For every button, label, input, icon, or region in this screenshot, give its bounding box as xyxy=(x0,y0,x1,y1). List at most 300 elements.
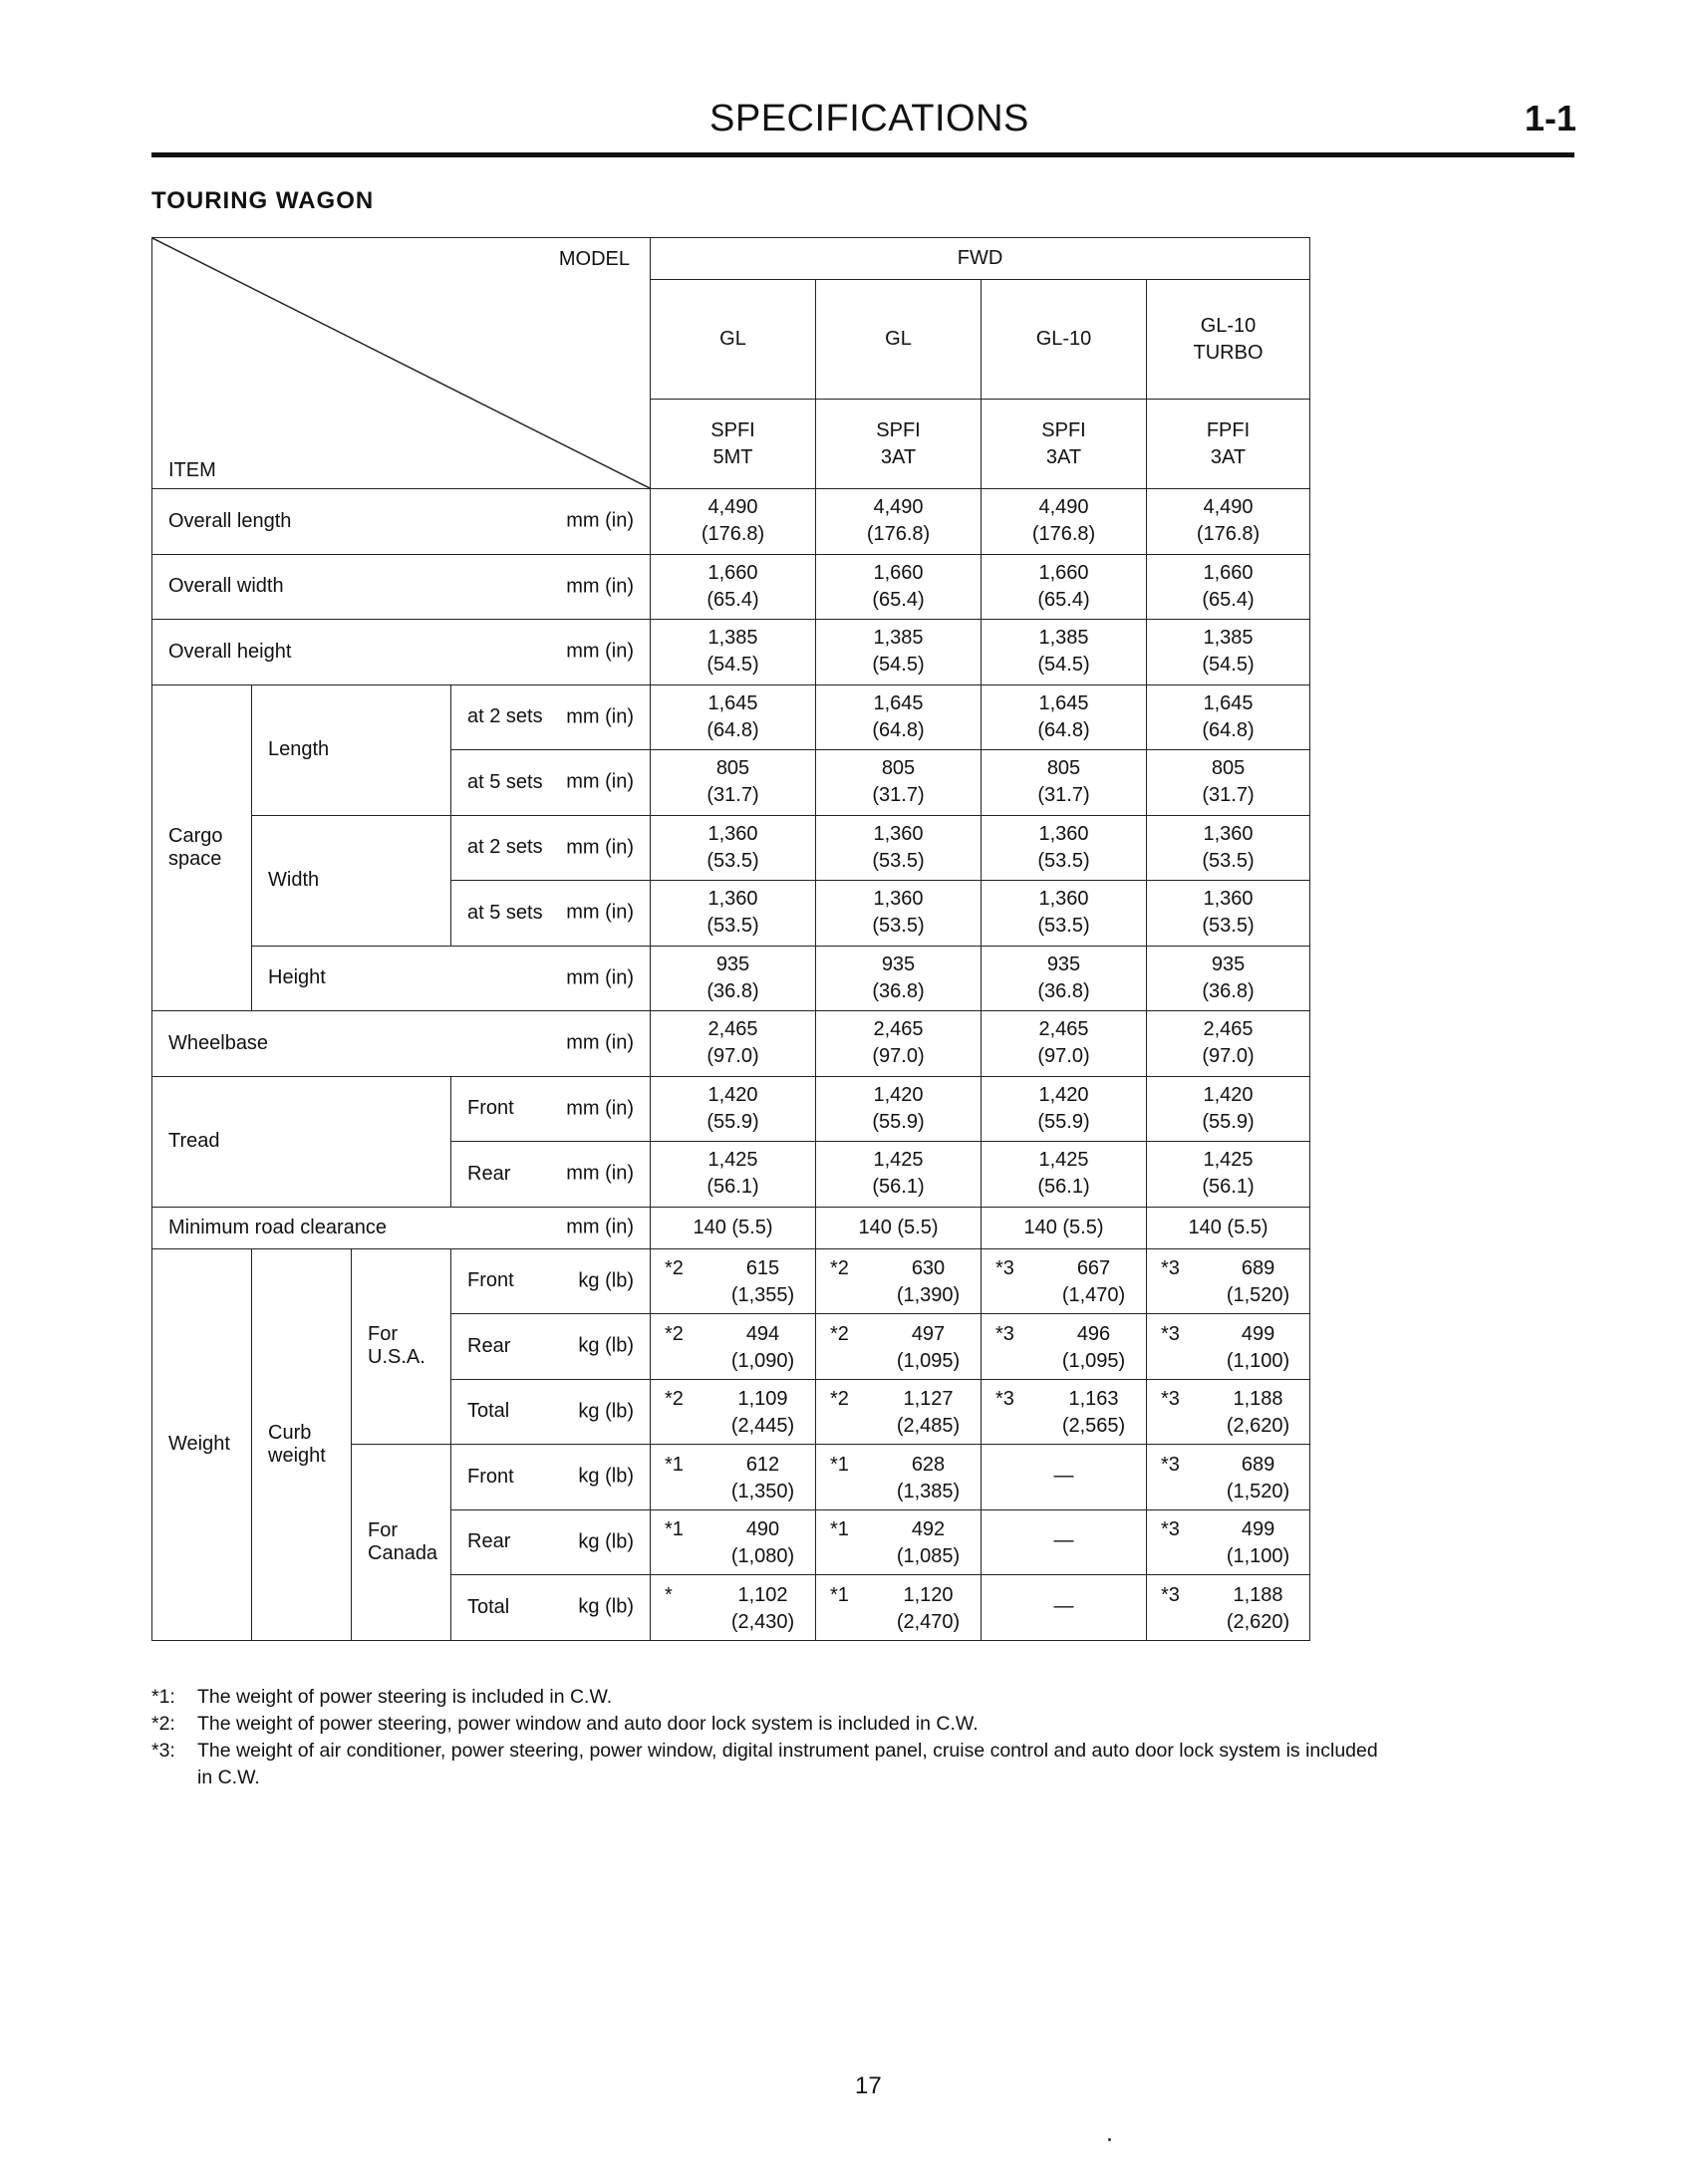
footnote-mark: *1 xyxy=(830,1518,849,1541)
value-cell xyxy=(816,881,982,947)
section-number: 1-1 xyxy=(1525,98,1577,138)
value-imperial: (53.5) xyxy=(1202,849,1255,872)
value-imperial: (55.9) xyxy=(1037,1110,1090,1133)
value-metric: 2,465 xyxy=(873,1018,924,1041)
value-cell xyxy=(982,946,1147,1011)
unit-label: mm (in) xyxy=(566,1162,634,1185)
canada-total-label xyxy=(451,1575,651,1641)
footnote-mark: *3 xyxy=(995,1388,1014,1411)
weight-lb: (1,350) xyxy=(730,1480,795,1502)
weight-lb: (1,385) xyxy=(896,1480,961,1502)
for-usa-label xyxy=(352,1248,451,1445)
for-usa-label-text: For U.S.A. xyxy=(368,1323,425,1369)
footnote-mark: *3 xyxy=(1161,1388,1180,1411)
engine-type: SPFI xyxy=(710,418,755,441)
unit-label: mm (in) xyxy=(566,1216,634,1238)
unit-label: mm (in) xyxy=(566,1031,634,1054)
table-row xyxy=(152,554,1310,620)
value-imperial: (53.5) xyxy=(706,915,759,938)
table-row xyxy=(152,815,1310,881)
diagonal-line xyxy=(152,238,650,488)
value-metric: 935 xyxy=(715,953,750,975)
transmission-type: 3AT xyxy=(1045,445,1082,468)
value-metric: 1,420 xyxy=(1038,1083,1089,1106)
unit-label: mm (in) xyxy=(566,509,634,532)
value-metric: 805 xyxy=(1211,757,1246,780)
cargo-height-label xyxy=(252,946,651,1011)
value-imperial: (56.1) xyxy=(872,1176,925,1199)
cargo-length-label-text: Length xyxy=(268,738,330,760)
unit-label: kg (lb) xyxy=(578,1269,634,1292)
weight-value-cell xyxy=(1147,1509,1310,1575)
value-metric: 1,420 xyxy=(707,1083,758,1106)
usa-rear-label xyxy=(451,1314,651,1380)
footnote-mark: *1 xyxy=(665,1518,684,1541)
value-cell xyxy=(982,881,1147,947)
weight-value-cell xyxy=(982,1248,1147,1314)
weight-lb: (2,485) xyxy=(896,1415,961,1438)
header-rule xyxy=(151,152,1574,157)
value-imperial: (65.4) xyxy=(872,588,925,611)
weight-lb: (2,470) xyxy=(896,1610,961,1633)
value-cell xyxy=(816,1011,982,1077)
value-metric: 1,645 xyxy=(1203,691,1254,714)
value-cell xyxy=(1147,554,1310,620)
value-imperial: (53.5) xyxy=(872,849,925,872)
value-metric: 805 xyxy=(881,757,916,780)
value-imperial: (53.5) xyxy=(1202,915,1255,938)
value-metric: 1,420 xyxy=(873,1083,924,1106)
unit-label: mm (in) xyxy=(566,640,634,663)
weight-kg: 1,188 xyxy=(1233,1388,1283,1411)
weight-lb: (1,095) xyxy=(1061,1349,1126,1372)
weight-value-cell xyxy=(982,1575,1147,1641)
weight-kg: 499 xyxy=(1241,1322,1275,1345)
value-imperial: (55.9) xyxy=(1202,1110,1255,1133)
item-label: ITEM xyxy=(168,459,216,481)
transmission-type: 5MT xyxy=(712,445,753,468)
footnote-mark: *3 xyxy=(1161,1453,1180,1476)
value-metric: 1,660 xyxy=(1038,561,1089,584)
footnote-mark: * xyxy=(665,1583,673,1606)
cargo-width-5sets-label xyxy=(451,881,651,947)
table-row xyxy=(152,684,1310,750)
overall-height-label-text: Overall height xyxy=(168,640,292,663)
weight-lb: (1,520) xyxy=(1226,1480,1290,1502)
weight-lb: (1,100) xyxy=(1226,1349,1290,1372)
weight-kg: 1,102 xyxy=(737,1583,788,1606)
not-applicable: — xyxy=(1053,1594,1074,1617)
weight-value-cell xyxy=(816,1379,982,1445)
value-metric: 1,425 xyxy=(707,1149,758,1172)
value-imperial: (53.5) xyxy=(1037,915,1090,938)
value-cell xyxy=(651,1207,816,1248)
value-cell xyxy=(816,489,982,555)
value-metric: 1,645 xyxy=(707,691,758,714)
value-imperial: (54.5) xyxy=(872,654,925,677)
weight-lb: (2,430) xyxy=(730,1610,795,1633)
value-cell xyxy=(1147,881,1310,947)
weight-value-cell xyxy=(1147,1445,1310,1510)
engine-type: SPFI xyxy=(876,418,921,441)
value-metric: 1,360 xyxy=(707,888,758,911)
not-applicable: — xyxy=(1053,1464,1074,1487)
min-clearance-label xyxy=(152,1207,651,1248)
weight-kg: 628 xyxy=(911,1453,946,1476)
weight-value-cell xyxy=(982,1509,1147,1575)
value-metric: 4,490 xyxy=(1203,496,1254,519)
weight-label xyxy=(152,1248,252,1640)
footnote-3-continued: in C.W. xyxy=(197,1767,260,1788)
model-engine-cell xyxy=(651,400,816,489)
wheelbase-label xyxy=(152,1011,651,1077)
value-cell xyxy=(816,1142,982,1208)
value-imperial: (31.7) xyxy=(706,784,759,807)
value-cell xyxy=(982,620,1147,685)
weight-value-cell xyxy=(651,1248,816,1314)
value-metric: 1,420 xyxy=(1203,1083,1254,1106)
value-cell xyxy=(651,489,816,555)
value-cell xyxy=(1147,1207,1310,1248)
value-imperial: (53.5) xyxy=(706,849,759,872)
overall-height-label xyxy=(152,620,651,685)
footnote-mark: *2 xyxy=(830,1388,849,1411)
value-cell xyxy=(816,554,982,620)
value-imperial: (176.8) xyxy=(866,523,931,546)
tread-label-text: Tread xyxy=(168,1130,220,1152)
value-imperial: (97.0) xyxy=(706,1045,759,1068)
weight-kg: 497 xyxy=(911,1322,946,1345)
page-number: 17 xyxy=(855,2072,882,2099)
min-clearance-label-text: Minimum road clearance xyxy=(168,1216,387,1238)
value-cell xyxy=(816,620,982,685)
model-name: GL-10 xyxy=(1200,314,1257,337)
weight-lb: (1,355) xyxy=(730,1284,795,1307)
value-imperial: (65.4) xyxy=(1202,588,1255,611)
transmission-type: 3AT xyxy=(880,445,917,468)
cargo-width-2sets-label xyxy=(451,815,651,881)
table-row xyxy=(152,1076,1310,1142)
footnote-mark: *2 xyxy=(665,1388,684,1411)
unit-label: mm (in) xyxy=(566,1097,634,1120)
model-item-header xyxy=(152,238,651,489)
weight-kg: 667 xyxy=(1076,1257,1111,1280)
cargo-length-2sets-label-text: at 2 sets xyxy=(467,705,543,728)
weight-value-cell xyxy=(816,1509,982,1575)
model-engine-cell xyxy=(816,400,982,489)
model-engine-cell xyxy=(982,400,1147,489)
value-cell xyxy=(816,815,982,881)
canada-front-label-text: Front xyxy=(467,1465,514,1488)
weight-value-cell xyxy=(651,1314,816,1380)
value-text: 140 (5.5) xyxy=(858,1216,939,1238)
value-cell xyxy=(982,1142,1147,1208)
value-imperial: (53.5) xyxy=(1037,849,1090,872)
unit-label: mm (in) xyxy=(566,705,634,728)
value-cell xyxy=(651,554,816,620)
weight-value-cell xyxy=(1147,1314,1310,1380)
value-cell xyxy=(816,946,982,1011)
value-metric: 1,385 xyxy=(873,627,924,650)
unit-label: kg (lb) xyxy=(578,1465,634,1488)
weight-value-cell xyxy=(816,1445,982,1510)
value-cell xyxy=(816,1207,982,1248)
value-imperial: (64.8) xyxy=(1202,718,1255,741)
weight-kg: 492 xyxy=(911,1518,946,1541)
weight-value-cell xyxy=(816,1248,982,1314)
weight-kg: 1,120 xyxy=(903,1583,954,1606)
weight-kg: 689 xyxy=(1241,1257,1275,1280)
value-metric: 805 xyxy=(1046,757,1081,780)
weight-lb: (1,090) xyxy=(730,1349,795,1372)
value-cell xyxy=(816,1076,982,1142)
value-text: 140 (5.5) xyxy=(1023,1216,1104,1238)
value-metric: 1,360 xyxy=(873,888,924,911)
value-metric: 1,360 xyxy=(1038,822,1089,845)
value-cell xyxy=(982,1076,1147,1142)
model-name: GL xyxy=(719,328,746,350)
value-cell xyxy=(651,815,816,881)
tread-label xyxy=(152,1076,451,1207)
table-row xyxy=(152,946,1310,1011)
value-metric: 1,425 xyxy=(1203,1149,1254,1172)
value-metric: 1,425 xyxy=(1038,1149,1089,1172)
value-imperial: (31.7) xyxy=(1037,784,1090,807)
usa-total-label xyxy=(451,1379,651,1445)
value-metric: 935 xyxy=(1046,953,1081,975)
footnote-mark: *3 xyxy=(1161,1518,1180,1541)
weight-lb: (1,390) xyxy=(896,1284,961,1307)
footnote-mark: *2 xyxy=(830,1322,849,1345)
value-imperial: (64.8) xyxy=(1037,718,1090,741)
value-cell xyxy=(651,750,816,816)
weight-kg: 615 xyxy=(745,1257,780,1280)
model-name-cell xyxy=(816,280,982,400)
value-text: 140 (5.5) xyxy=(693,1216,773,1238)
value-imperial: (36.8) xyxy=(1037,979,1090,1002)
engine-type: FPFI xyxy=(1206,418,1251,441)
footnote-mark: *2 xyxy=(665,1257,684,1280)
weight-kg: 1,163 xyxy=(1068,1388,1119,1411)
tread-front-label-text: Front xyxy=(467,1097,514,1120)
value-imperial: (64.8) xyxy=(706,718,759,741)
value-imperial: (31.7) xyxy=(1202,784,1255,807)
value-imperial: (36.8) xyxy=(1202,979,1255,1002)
cargo-width-label xyxy=(252,815,451,946)
weight-kg: 630 xyxy=(911,1257,946,1280)
value-imperial: (97.0) xyxy=(1202,1045,1255,1068)
value-cell xyxy=(651,1142,816,1208)
value-cell xyxy=(1147,1142,1310,1208)
overall-length-label xyxy=(152,489,651,555)
value-cell xyxy=(816,750,982,816)
model-name-cell xyxy=(651,280,816,400)
value-cell xyxy=(982,1207,1147,1248)
cargo-space-label xyxy=(152,684,252,1011)
unit-label: mm (in) xyxy=(566,836,634,859)
value-imperial: (36.8) xyxy=(872,979,925,1002)
value-imperial: (56.1) xyxy=(1037,1176,1090,1199)
tread-rear-label-text: Rear xyxy=(467,1162,511,1185)
cargo-height-label-text: Height xyxy=(268,966,326,989)
curb-weight-label xyxy=(252,1248,352,1640)
unit-label: kg (lb) xyxy=(578,1595,634,1618)
footnote-mark: *2 xyxy=(665,1322,684,1345)
value-cell xyxy=(651,684,816,750)
weight-value-cell xyxy=(651,1379,816,1445)
value-cell xyxy=(651,946,816,1011)
value-metric: 2,465 xyxy=(1203,1018,1254,1041)
value-imperial: (65.4) xyxy=(706,588,759,611)
wheelbase-label-text: Wheelbase xyxy=(168,1031,269,1054)
weight-kg: 494 xyxy=(745,1322,780,1345)
footnote-mark: *1 xyxy=(830,1583,849,1606)
unit-label: mm (in) xyxy=(566,901,634,924)
value-metric: 2,465 xyxy=(707,1018,758,1041)
curb-weight-label-text: Curb weight xyxy=(268,1421,326,1467)
weight-kg: 496 xyxy=(1076,1322,1111,1345)
footnote-mark: *3 xyxy=(995,1322,1014,1345)
weight-kg: 490 xyxy=(745,1518,780,1541)
value-metric: 1,360 xyxy=(707,822,758,845)
value-cell xyxy=(982,1011,1147,1077)
value-cell xyxy=(651,1076,816,1142)
weight-label-text: Weight xyxy=(168,1433,230,1455)
table-row xyxy=(152,489,1310,555)
weight-value-cell xyxy=(982,1445,1147,1510)
unit-label: mm (in) xyxy=(566,770,634,793)
table-row xyxy=(152,620,1310,685)
value-imperial: (56.1) xyxy=(1202,1176,1255,1199)
model-engine-cell xyxy=(1147,400,1310,489)
value-cell xyxy=(982,684,1147,750)
scan-speck xyxy=(1108,2138,1111,2141)
value-cell xyxy=(1147,684,1310,750)
value-metric: 2,465 xyxy=(1038,1018,1089,1041)
usa-front-label-text: Front xyxy=(467,1269,514,1292)
value-metric: 1,660 xyxy=(873,561,924,584)
overall-width-label-text: Overall width xyxy=(168,575,284,598)
value-imperial: (97.0) xyxy=(1037,1045,1090,1068)
footnote-mark: *1 xyxy=(665,1453,684,1476)
value-metric: 4,490 xyxy=(873,496,924,519)
weight-lb: (1,085) xyxy=(896,1545,961,1568)
weight-value-cell xyxy=(816,1314,982,1380)
weight-kg: 689 xyxy=(1241,1453,1275,1476)
value-metric: 1,645 xyxy=(1038,691,1089,714)
unit-label: kg (lb) xyxy=(578,1530,634,1553)
model-label: MODEL xyxy=(558,248,630,270)
footnote-mark: *2 xyxy=(830,1257,849,1280)
weight-kg: 1,127 xyxy=(903,1388,954,1411)
value-cell xyxy=(1147,620,1310,685)
value-imperial: (55.9) xyxy=(706,1110,759,1133)
model-name-cell xyxy=(982,280,1147,400)
value-imperial: (54.5) xyxy=(706,654,759,677)
value-metric: 1,385 xyxy=(707,627,758,650)
weight-lb: (1,095) xyxy=(896,1349,961,1372)
value-cell xyxy=(651,620,816,685)
usa-rear-label-text: Rear xyxy=(467,1334,511,1357)
unit-label: mm (in) xyxy=(566,575,634,598)
value-metric: 935 xyxy=(881,953,916,975)
value-metric: 1,360 xyxy=(1203,888,1254,911)
value-cell xyxy=(982,489,1147,555)
value-imperial: (54.5) xyxy=(1037,654,1090,677)
value-cell xyxy=(1147,1076,1310,1142)
engine-type: SPFI xyxy=(1041,418,1086,441)
value-metric: 4,490 xyxy=(707,496,758,519)
weight-value-cell xyxy=(651,1575,816,1641)
value-imperial: (56.1) xyxy=(706,1176,759,1199)
value-metric: 1,360 xyxy=(873,822,924,845)
canada-front-label xyxy=(451,1445,651,1510)
transmission-type: 3AT xyxy=(1210,445,1247,468)
value-metric: 1,660 xyxy=(1203,561,1254,584)
value-metric: 1,385 xyxy=(1203,627,1254,650)
value-imperial: (36.8) xyxy=(706,979,759,1002)
value-imperial: (55.9) xyxy=(872,1110,925,1133)
footnote-mark: *3 xyxy=(995,1257,1014,1280)
value-metric: 1,660 xyxy=(707,561,758,584)
value-cell xyxy=(1147,1011,1310,1077)
value-cell xyxy=(982,815,1147,881)
weight-kg: 1,188 xyxy=(1233,1583,1283,1606)
table-row xyxy=(152,1207,1310,1248)
value-metric: 1,425 xyxy=(873,1149,924,1172)
canada-rear-label-text: Rear xyxy=(467,1530,511,1553)
table-row xyxy=(152,1011,1310,1077)
weight-value-cell xyxy=(651,1445,816,1510)
value-imperial: (64.8) xyxy=(872,718,925,741)
value-cell xyxy=(651,1011,816,1077)
weight-lb: (2,445) xyxy=(730,1415,795,1438)
model-name: GL xyxy=(885,328,912,350)
value-cell xyxy=(816,684,982,750)
value-metric: 4,490 xyxy=(1038,496,1089,519)
value-metric: 1,360 xyxy=(1038,888,1089,911)
table-subtitle: TOURING WAGON xyxy=(151,187,375,214)
weight-value-cell xyxy=(651,1509,816,1575)
value-imperial: (54.5) xyxy=(1202,654,1255,677)
footnote-1: *1: The weight of power steering is included in C.W. xyxy=(151,1686,613,1708)
value-cell xyxy=(651,881,816,947)
value-metric: 1,645 xyxy=(873,691,924,714)
tread-rear-label xyxy=(451,1142,651,1208)
model-name: GL-10 xyxy=(1035,328,1092,350)
not-applicable: — xyxy=(1053,1529,1074,1552)
specifications-table xyxy=(151,237,1310,1641)
weight-value-cell xyxy=(982,1379,1147,1445)
overall-length-label-text: Overall length xyxy=(168,509,292,532)
value-imperial: (65.4) xyxy=(1037,588,1090,611)
value-cell xyxy=(1147,489,1310,555)
value-metric: 1,360 xyxy=(1203,822,1254,845)
weight-lb: (1,470) xyxy=(1061,1284,1126,1307)
value-cell xyxy=(1147,815,1310,881)
value-cell xyxy=(1147,750,1310,816)
value-imperial: (176.8) xyxy=(701,523,765,546)
weight-lb: (1,100) xyxy=(1226,1545,1290,1568)
weight-value-cell xyxy=(1147,1379,1310,1445)
cargo-width-label-text: Width xyxy=(268,869,320,891)
cargo-length-label xyxy=(252,684,451,815)
cargo-width-5sets-label-text: at 5 sets xyxy=(467,901,543,924)
for-canada-label xyxy=(352,1445,451,1641)
unit-label: kg (lb) xyxy=(578,1334,634,1357)
fwd-header: FWD xyxy=(651,238,1310,280)
weight-lb: (1,080) xyxy=(730,1545,795,1568)
